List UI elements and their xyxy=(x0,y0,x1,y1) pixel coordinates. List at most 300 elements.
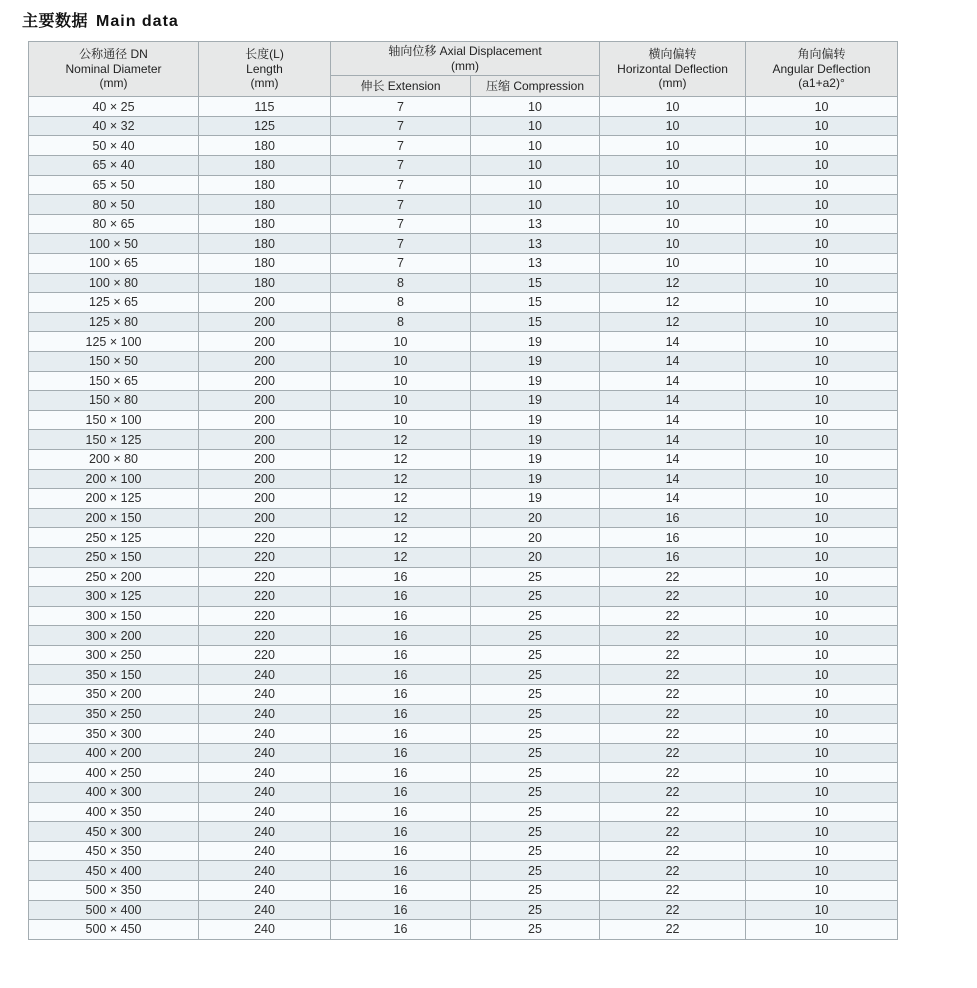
cell-extension: 16 xyxy=(331,802,471,822)
header-horizontal-deflection-en: Horizontal Deflection xyxy=(617,61,728,76)
cell-horizontal-deflection: 12 xyxy=(600,273,746,293)
cell-horizontal-deflection: 22 xyxy=(600,724,746,744)
cell-nominal-diameter: 400 × 300 xyxy=(29,783,199,803)
header-nominal-diameter xyxy=(29,42,199,97)
cell-extension: 7 xyxy=(331,234,471,254)
cell-compression: 25 xyxy=(471,665,600,685)
cell-nominal-diameter: 150 × 65 xyxy=(29,371,199,391)
header-nominal-diameter-unit: (mm) xyxy=(99,76,128,91)
table-row xyxy=(29,156,898,176)
table-row xyxy=(29,920,898,940)
cell-horizontal-deflection: 22 xyxy=(600,567,746,587)
cell-nominal-diameter: 65 × 40 xyxy=(29,156,199,176)
cell-extension: 7 xyxy=(331,195,471,215)
table-row xyxy=(29,763,898,783)
table-row xyxy=(29,489,898,509)
cell-extension: 7 xyxy=(331,254,471,274)
cell-extension: 12 xyxy=(331,528,471,548)
cell-compression: 19 xyxy=(471,391,600,411)
cell-nominal-diameter: 500 × 450 xyxy=(29,920,199,940)
cell-length: 240 xyxy=(199,685,331,705)
cell-angular-deflection: 10 xyxy=(746,626,898,646)
header-horizontal-deflection-zh: 横向偏转 xyxy=(648,47,697,62)
cell-compression: 19 xyxy=(471,489,600,509)
cell-angular-deflection: 10 xyxy=(746,136,898,156)
cell-extension: 10 xyxy=(331,410,471,430)
cell-compression: 25 xyxy=(471,587,600,607)
cell-horizontal-deflection: 22 xyxy=(600,920,746,940)
cell-angular-deflection: 10 xyxy=(746,881,898,901)
table-row xyxy=(29,351,898,371)
cell-compression: 25 xyxy=(471,802,600,822)
table-row xyxy=(29,254,898,274)
cell-nominal-diameter: 125 × 100 xyxy=(29,332,199,352)
cell-angular-deflection: 10 xyxy=(746,430,898,450)
cell-nominal-diameter: 40 × 32 xyxy=(29,116,199,136)
cell-horizontal-deflection: 10 xyxy=(600,97,746,117)
page-title xyxy=(22,8,977,31)
cell-angular-deflection: 10 xyxy=(746,861,898,881)
cell-angular-deflection: 10 xyxy=(746,254,898,274)
page-title-zh: 主要数据 xyxy=(22,13,89,30)
cell-nominal-diameter: 450 × 300 xyxy=(29,822,199,842)
table-row xyxy=(29,547,898,567)
cell-angular-deflection: 10 xyxy=(746,645,898,665)
cell-compression: 10 xyxy=(471,116,600,136)
cell-nominal-diameter: 350 × 200 xyxy=(29,685,199,705)
cell-extension: 16 xyxy=(331,645,471,665)
cell-compression: 19 xyxy=(471,449,600,469)
cell-length: 200 xyxy=(199,469,331,489)
cell-length: 115 xyxy=(199,97,331,117)
cell-nominal-diameter: 400 × 250 xyxy=(29,763,199,783)
cell-angular-deflection: 10 xyxy=(746,587,898,607)
cell-angular-deflection: 10 xyxy=(746,704,898,724)
cell-horizontal-deflection: 22 xyxy=(600,743,746,763)
cell-length: 180 xyxy=(199,234,331,254)
cell-horizontal-deflection: 22 xyxy=(600,861,746,881)
table-row xyxy=(29,861,898,881)
cell-horizontal-deflection: 22 xyxy=(600,802,746,822)
cell-nominal-diameter: 150 × 80 xyxy=(29,391,199,411)
cell-compression: 25 xyxy=(471,567,600,587)
cell-nominal-diameter: 300 × 150 xyxy=(29,606,199,626)
table-row xyxy=(29,391,898,411)
page-title-en: Main data xyxy=(96,13,179,30)
cell-compression: 25 xyxy=(471,626,600,646)
cell-extension: 16 xyxy=(331,783,471,803)
cell-length: 200 xyxy=(199,293,331,313)
cell-horizontal-deflection: 22 xyxy=(600,841,746,861)
cell-length: 240 xyxy=(199,881,331,901)
table-row xyxy=(29,822,898,842)
cell-angular-deflection: 10 xyxy=(746,665,898,685)
header-horizontal-deflection-unit: (mm) xyxy=(658,76,687,91)
cell-horizontal-deflection: 14 xyxy=(600,430,746,450)
cell-extension: 16 xyxy=(331,606,471,626)
cell-horizontal-deflection: 14 xyxy=(600,469,746,489)
cell-nominal-diameter: 200 × 125 xyxy=(29,489,199,509)
cell-compression: 13 xyxy=(471,214,600,234)
table-row xyxy=(29,430,898,450)
cell-angular-deflection: 10 xyxy=(746,841,898,861)
cell-compression: 25 xyxy=(471,822,600,842)
cell-compression: 25 xyxy=(471,841,600,861)
table-row xyxy=(29,743,898,763)
cell-horizontal-deflection: 22 xyxy=(600,763,746,783)
cell-extension: 12 xyxy=(331,449,471,469)
cell-nominal-diameter: 100 × 65 xyxy=(29,254,199,274)
table-row xyxy=(29,469,898,489)
cell-angular-deflection: 10 xyxy=(746,214,898,234)
table-row xyxy=(29,116,898,136)
cell-extension: 16 xyxy=(331,900,471,920)
cell-compression: 15 xyxy=(471,293,600,313)
cell-nominal-diameter: 400 × 200 xyxy=(29,743,199,763)
table-row xyxy=(29,626,898,646)
cell-horizontal-deflection: 14 xyxy=(600,371,746,391)
table-row xyxy=(29,273,898,293)
cell-angular-deflection: 10 xyxy=(746,234,898,254)
cell-angular-deflection: 10 xyxy=(746,293,898,313)
cell-angular-deflection: 10 xyxy=(746,371,898,391)
cell-length: 240 xyxy=(199,920,331,940)
cell-compression: 19 xyxy=(471,351,600,371)
cell-extension: 16 xyxy=(331,626,471,646)
table-row xyxy=(29,508,898,528)
cell-extension: 7 xyxy=(331,175,471,195)
cell-nominal-diameter: 250 × 150 xyxy=(29,547,199,567)
cell-horizontal-deflection: 22 xyxy=(600,822,746,842)
cell-extension: 10 xyxy=(331,332,471,352)
cell-nominal-diameter: 200 × 150 xyxy=(29,508,199,528)
cell-horizontal-deflection: 10 xyxy=(600,254,746,274)
cell-compression: 10 xyxy=(471,97,600,117)
cell-compression: 25 xyxy=(471,704,600,724)
cell-angular-deflection: 10 xyxy=(746,312,898,332)
cell-horizontal-deflection: 22 xyxy=(600,685,746,705)
cell-length: 200 xyxy=(199,351,331,371)
cell-horizontal-deflection: 10 xyxy=(600,234,746,254)
table-row xyxy=(29,410,898,430)
cell-compression: 15 xyxy=(471,273,600,293)
cell-horizontal-deflection: 10 xyxy=(600,214,746,234)
cell-nominal-diameter: 300 × 250 xyxy=(29,645,199,665)
cell-extension: 10 xyxy=(331,371,471,391)
cell-angular-deflection: 10 xyxy=(746,489,898,509)
cell-extension: 16 xyxy=(331,685,471,705)
table-body xyxy=(29,97,898,940)
cell-horizontal-deflection: 14 xyxy=(600,449,746,469)
cell-horizontal-deflection: 14 xyxy=(600,391,746,411)
cell-compression: 25 xyxy=(471,920,600,940)
cell-length: 125 xyxy=(199,116,331,136)
cell-angular-deflection: 10 xyxy=(746,528,898,548)
cell-compression: 25 xyxy=(471,743,600,763)
cell-nominal-diameter: 80 × 50 xyxy=(29,195,199,215)
table-row xyxy=(29,606,898,626)
cell-horizontal-deflection: 10 xyxy=(600,156,746,176)
table-header xyxy=(29,42,898,97)
cell-length: 220 xyxy=(199,606,331,626)
cell-compression: 19 xyxy=(471,410,600,430)
cell-horizontal-deflection: 16 xyxy=(600,547,746,567)
cell-horizontal-deflection: 22 xyxy=(600,645,746,665)
cell-horizontal-deflection: 12 xyxy=(600,312,746,332)
header-compression: 压缩 Compression xyxy=(471,76,600,97)
cell-nominal-diameter: 350 × 250 xyxy=(29,704,199,724)
header-axial-displacement-title: 轴向位移 Axial Displacement xyxy=(388,44,542,58)
table-row xyxy=(29,293,898,313)
cell-horizontal-deflection: 22 xyxy=(600,783,746,803)
table-row xyxy=(29,528,898,548)
cell-length: 240 xyxy=(199,822,331,842)
cell-angular-deflection: 10 xyxy=(746,391,898,411)
cell-length: 220 xyxy=(199,587,331,607)
cell-length: 200 xyxy=(199,391,331,411)
header-axial-displacement-unit: (mm) xyxy=(451,58,479,73)
cell-compression: 13 xyxy=(471,254,600,274)
cell-angular-deflection: 10 xyxy=(746,116,898,136)
cell-extension: 7 xyxy=(331,156,471,176)
table-row xyxy=(29,195,898,215)
cell-length: 240 xyxy=(199,743,331,763)
cell-compression: 20 xyxy=(471,547,600,567)
table-row xyxy=(29,685,898,705)
cell-length: 200 xyxy=(199,410,331,430)
cell-angular-deflection: 10 xyxy=(746,763,898,783)
table-row xyxy=(29,312,898,332)
table-row xyxy=(29,665,898,685)
cell-length: 180 xyxy=(199,214,331,234)
header-angular-deflection-unit: (a1+a2)° xyxy=(798,76,845,91)
main-data-table xyxy=(28,41,898,940)
cell-compression: 13 xyxy=(471,234,600,254)
cell-length: 220 xyxy=(199,626,331,646)
table-row xyxy=(29,332,898,352)
cell-nominal-diameter: 150 × 100 xyxy=(29,410,199,430)
cell-compression: 25 xyxy=(471,685,600,705)
cell-length: 200 xyxy=(199,449,331,469)
cell-nominal-diameter: 350 × 300 xyxy=(29,724,199,744)
cell-length: 240 xyxy=(199,704,331,724)
cell-length: 200 xyxy=(199,332,331,352)
cell-extension: 16 xyxy=(331,587,471,607)
cell-nominal-diameter: 50 × 40 xyxy=(29,136,199,156)
cell-length: 200 xyxy=(199,371,331,391)
cell-nominal-diameter: 200 × 80 xyxy=(29,449,199,469)
cell-nominal-diameter: 350 × 150 xyxy=(29,665,199,685)
cell-length: 180 xyxy=(199,254,331,274)
table-row xyxy=(29,783,898,803)
cell-extension: 12 xyxy=(331,489,471,509)
cell-length: 240 xyxy=(199,841,331,861)
cell-compression: 25 xyxy=(471,783,600,803)
cell-length: 200 xyxy=(199,489,331,509)
cell-compression: 15 xyxy=(471,312,600,332)
header-length-zh: 长度(L) xyxy=(245,47,284,62)
cell-extension: 7 xyxy=(331,116,471,136)
cell-length: 220 xyxy=(199,547,331,567)
cell-compression: 25 xyxy=(471,606,600,626)
cell-extension: 8 xyxy=(331,273,471,293)
cell-compression: 20 xyxy=(471,508,600,528)
cell-nominal-diameter: 65 × 50 xyxy=(29,175,199,195)
cell-angular-deflection: 10 xyxy=(746,900,898,920)
cell-extension: 16 xyxy=(331,743,471,763)
cell-length: 240 xyxy=(199,802,331,822)
cell-horizontal-deflection: 22 xyxy=(600,900,746,920)
table-row xyxy=(29,136,898,156)
table-row xyxy=(29,841,898,861)
cell-extension: 12 xyxy=(331,469,471,489)
cell-length: 240 xyxy=(199,724,331,744)
header-angular-deflection-en: Angular Deflection xyxy=(772,61,871,76)
cell-angular-deflection: 10 xyxy=(746,410,898,430)
cell-nominal-diameter: 400 × 350 xyxy=(29,802,199,822)
table-row xyxy=(29,645,898,665)
cell-angular-deflection: 10 xyxy=(746,195,898,215)
cell-extension: 16 xyxy=(331,665,471,685)
cell-nominal-diameter: 150 × 50 xyxy=(29,351,199,371)
cell-nominal-diameter: 450 × 350 xyxy=(29,841,199,861)
cell-horizontal-deflection: 22 xyxy=(600,606,746,626)
cell-nominal-diameter: 125 × 80 xyxy=(29,312,199,332)
cell-nominal-diameter: 80 × 65 xyxy=(29,214,199,234)
cell-extension: 16 xyxy=(331,763,471,783)
cell-length: 180 xyxy=(199,195,331,215)
cell-compression: 19 xyxy=(471,430,600,450)
table-row xyxy=(29,449,898,469)
cell-horizontal-deflection: 10 xyxy=(600,175,746,195)
cell-compression: 25 xyxy=(471,645,600,665)
cell-length: 240 xyxy=(199,861,331,881)
cell-nominal-diameter: 200 × 100 xyxy=(29,469,199,489)
cell-nominal-diameter: 250 × 200 xyxy=(29,567,199,587)
table-row xyxy=(29,175,898,195)
cell-nominal-diameter: 450 × 400 xyxy=(29,861,199,881)
cell-horizontal-deflection: 22 xyxy=(600,665,746,685)
cell-extension: 8 xyxy=(331,312,471,332)
cell-extension: 16 xyxy=(331,841,471,861)
table-row xyxy=(29,234,898,254)
cell-horizontal-deflection: 16 xyxy=(600,508,746,528)
header-length-unit: (mm) xyxy=(250,76,279,91)
table-row xyxy=(29,97,898,117)
cell-horizontal-deflection: 10 xyxy=(600,136,746,156)
header-axial-displacement xyxy=(331,42,600,76)
cell-angular-deflection: 10 xyxy=(746,351,898,371)
cell-angular-deflection: 10 xyxy=(746,822,898,842)
cell-compression: 25 xyxy=(471,861,600,881)
cell-angular-deflection: 10 xyxy=(746,332,898,352)
cell-compression: 25 xyxy=(471,881,600,901)
cell-angular-deflection: 10 xyxy=(746,508,898,528)
cell-angular-deflection: 10 xyxy=(746,449,898,469)
cell-extension: 16 xyxy=(331,822,471,842)
cell-horizontal-deflection: 22 xyxy=(600,881,746,901)
cell-angular-deflection: 10 xyxy=(746,802,898,822)
table-row xyxy=(29,371,898,391)
cell-angular-deflection: 10 xyxy=(746,743,898,763)
table-row xyxy=(29,802,898,822)
cell-length: 180 xyxy=(199,136,331,156)
cell-length: 180 xyxy=(199,273,331,293)
cell-length: 200 xyxy=(199,312,331,332)
header-length xyxy=(199,42,331,97)
cell-horizontal-deflection: 14 xyxy=(600,332,746,352)
cell-compression: 19 xyxy=(471,332,600,352)
cell-compression: 19 xyxy=(471,469,600,489)
cell-extension: 7 xyxy=(331,97,471,117)
cell-angular-deflection: 10 xyxy=(746,606,898,626)
header-horizontal-deflection xyxy=(600,42,746,97)
cell-extension: 12 xyxy=(331,430,471,450)
cell-extension: 12 xyxy=(331,508,471,528)
cell-nominal-diameter: 500 × 350 xyxy=(29,881,199,901)
cell-angular-deflection: 10 xyxy=(746,685,898,705)
cell-extension: 10 xyxy=(331,351,471,371)
cell-angular-deflection: 10 xyxy=(746,175,898,195)
header-nominal-diameter-en: Nominal Diameter xyxy=(65,61,162,76)
cell-length: 200 xyxy=(199,508,331,528)
cell-compression: 10 xyxy=(471,156,600,176)
cell-angular-deflection: 10 xyxy=(746,724,898,744)
cell-angular-deflection: 10 xyxy=(746,156,898,176)
cell-nominal-diameter: 300 × 125 xyxy=(29,587,199,607)
cell-nominal-diameter: 300 × 200 xyxy=(29,626,199,646)
cell-horizontal-deflection: 22 xyxy=(600,704,746,724)
cell-angular-deflection: 10 xyxy=(746,273,898,293)
cell-extension: 7 xyxy=(331,214,471,234)
cell-length: 240 xyxy=(199,900,331,920)
cell-extension: 16 xyxy=(331,881,471,901)
cell-compression: 25 xyxy=(471,763,600,783)
cell-extension: 12 xyxy=(331,547,471,567)
cell-extension: 10 xyxy=(331,391,471,411)
cell-compression: 10 xyxy=(471,136,600,156)
cell-compression: 25 xyxy=(471,724,600,744)
cell-horizontal-deflection: 10 xyxy=(600,195,746,215)
header-angular-deflection xyxy=(746,42,898,97)
cell-nominal-diameter: 500 × 400 xyxy=(29,900,199,920)
cell-angular-deflection: 10 xyxy=(746,547,898,567)
cell-compression: 20 xyxy=(471,528,600,548)
table-row xyxy=(29,214,898,234)
cell-nominal-diameter: 150 × 125 xyxy=(29,430,199,450)
cell-extension: 16 xyxy=(331,920,471,940)
cell-length: 180 xyxy=(199,156,331,176)
cell-horizontal-deflection: 14 xyxy=(600,489,746,509)
cell-angular-deflection: 10 xyxy=(746,783,898,803)
cell-nominal-diameter: 100 × 80 xyxy=(29,273,199,293)
cell-angular-deflection: 10 xyxy=(746,920,898,940)
table-row xyxy=(29,567,898,587)
cell-horizontal-deflection: 22 xyxy=(600,626,746,646)
cell-nominal-diameter: 125 × 65 xyxy=(29,293,199,313)
table-row xyxy=(29,704,898,724)
cell-nominal-diameter: 40 × 25 xyxy=(29,97,199,117)
cell-horizontal-deflection: 12 xyxy=(600,293,746,313)
table-row xyxy=(29,587,898,607)
cell-length: 200 xyxy=(199,430,331,450)
cell-extension: 16 xyxy=(331,861,471,881)
cell-horizontal-deflection: 22 xyxy=(600,587,746,607)
cell-extension: 16 xyxy=(331,724,471,744)
cell-angular-deflection: 10 xyxy=(746,567,898,587)
cell-length: 180 xyxy=(199,175,331,195)
header-extension: 伸长 Extension xyxy=(331,76,471,97)
